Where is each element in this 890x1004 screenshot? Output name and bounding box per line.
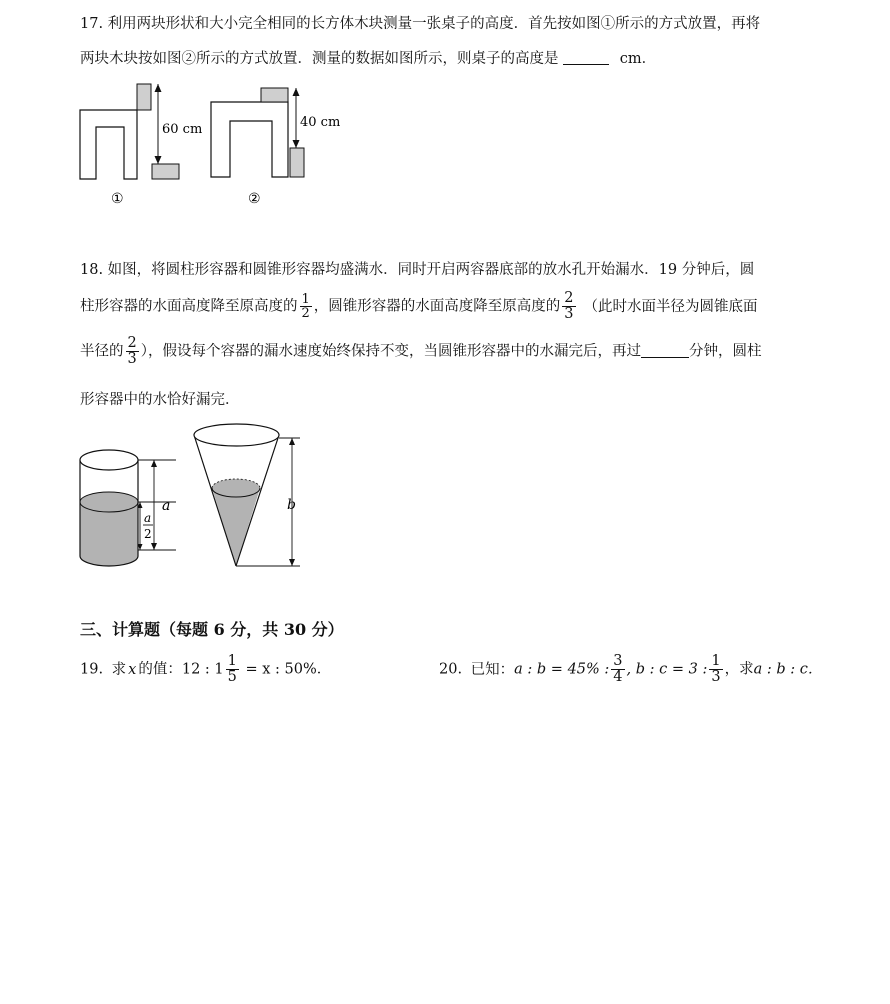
q18-fraction-half: $\frac{1}{2}$	[301, 291, 310, 322]
q17-fig2-caption: ②	[248, 191, 261, 207]
q18-cone-top	[194, 424, 279, 446]
q20-expr-b: , b : c = 3 :	[626, 661, 708, 678]
q17-fig2-label: 40 cm	[300, 115, 341, 130]
q20-fraction-3-4: $\frac{3}{4}$	[613, 653, 623, 686]
q18-label-a: a	[162, 498, 171, 514]
q18-label-half-numerator: a	[144, 511, 152, 525]
q20-fraction-1-3: $\frac{1}{3}$	[711, 653, 721, 686]
q19-number: 19.	[80, 661, 104, 678]
q18-text-3a: 半径的	[80, 343, 124, 360]
q17-text-line2: 两块木块按如图②所示的方式放置．测量的数据如图所示，则桌子的高度是	[80, 51, 559, 67]
q18-text-2a: 柱形容器的水面高度降至原高度的	[80, 298, 298, 315]
q18-fraction-two-thirds: $\frac{2}{3}$	[564, 290, 574, 323]
q17-fig2-table	[211, 102, 288, 177]
q17-fig1-block-top	[137, 84, 151, 110]
q19-variable: x	[128, 661, 137, 678]
q19-text2: 的值：	[138, 661, 182, 678]
q18-label-b: b	[287, 497, 296, 513]
section-heading: 三、计算题（每题 6 分，共 30 分）	[80, 620, 344, 639]
q18-line4	[80, 388, 240, 409]
q18-water-surface	[80, 492, 138, 512]
q17-fig1-block-bottom	[152, 164, 179, 179]
q17-unit: cm．	[619, 51, 657, 67]
q19-line	[80, 654, 331, 685]
q20-text2: ，求	[724, 661, 754, 678]
q20-text: 已知：	[470, 661, 515, 678]
q18-label-half-denominator: 2	[144, 527, 152, 541]
q19-expr-a: 12 : 1	[181, 661, 224, 678]
q17-text-line1: 利用两块形状和大小完全相同的长方体木块测量一张桌子的高度．首先按如图①所示的方式放置，再将	[107, 16, 761, 32]
q18-text-3c: 分钟，圆柱	[688, 343, 762, 360]
q18-number: 18.	[80, 262, 104, 278]
q17-fig2-block-top	[261, 88, 288, 102]
q18-text-2b: ，圆锥形容器的水面高度降至原高度的	[313, 298, 561, 315]
q20-number: 20.	[439, 661, 463, 678]
q18-line1	[80, 258, 754, 279]
q19-expr-b: = x : 50%．	[240, 661, 332, 678]
q17-fig2-block-bottom	[290, 148, 304, 177]
q18-answer-blank[interactable]	[641, 342, 689, 358]
q17-fig1-table	[80, 110, 137, 179]
q17-fig1-label: 60 cm	[162, 122, 203, 137]
q18-text-line1: 如图，将圆柱形容器和圆锥形容器均盛满水．同时开启两容器底部的放水孔开始漏水．19 分钟后，圆	[107, 262, 755, 278]
q18-line2	[80, 291, 758, 322]
q18-text-4: 形容器中的水恰好漏完．	[80, 392, 240, 408]
q18-cylinder-top	[80, 450, 138, 470]
q20-expr-a: a : b = 45% :	[514, 661, 610, 678]
q20-expr-c: a : b : c．	[753, 661, 823, 678]
q17-fig1-caption: ①	[111, 191, 124, 207]
q19-text: 求	[111, 661, 127, 678]
q18-cone-water	[212, 479, 260, 566]
q18-text-2c: （此时水面半径为圆锥底面	[583, 298, 758, 315]
q18-text-3b: ），假设每个容器的漏水速度始终保持不变，当圆锥形容器中的水漏完后，再过	[140, 343, 641, 360]
q20-line	[439, 654, 822, 685]
q18-fraction-radius: $\frac{2}{3}$	[127, 335, 137, 368]
q19-fraction: $\frac{1}{5}$	[227, 653, 237, 686]
q17-number: 17.	[80, 16, 104, 32]
q18-figure	[0, 410, 890, 580]
q18-line3	[80, 336, 761, 367]
q17-figure	[0, 0, 890, 220]
